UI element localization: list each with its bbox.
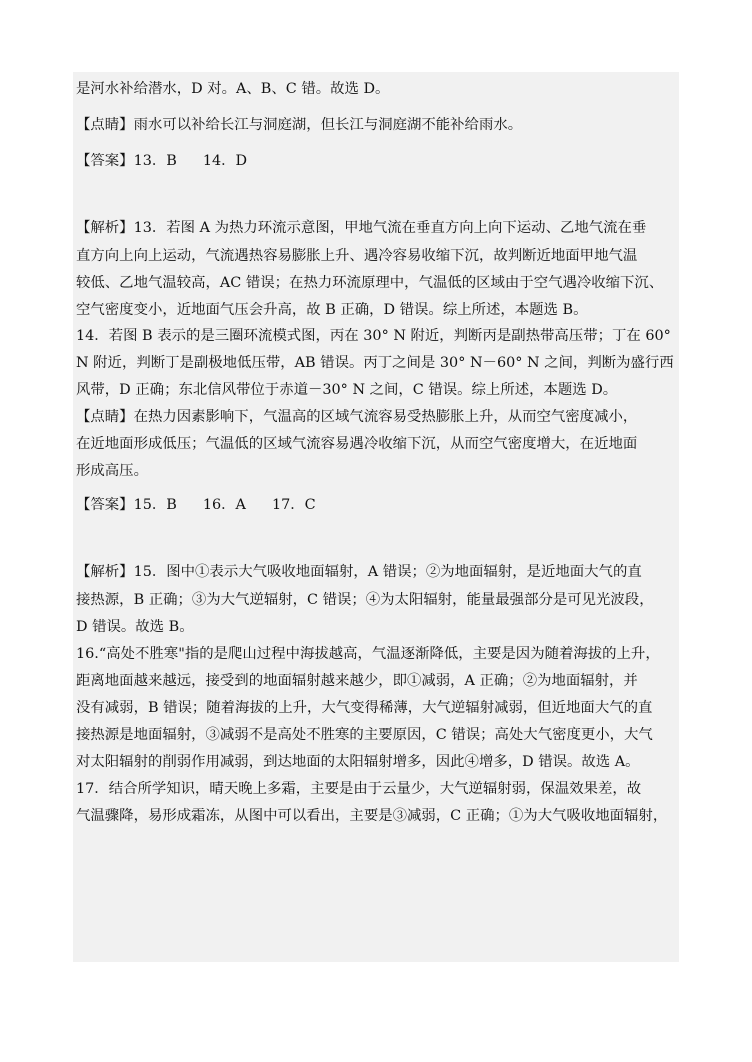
answer-15: 【答案】15．B	[76, 497, 177, 513]
text-line: 接热源，B 正确；③为大气逆辐射，C 错误；④为太阳辐射，能量最强部分是可见光波段，	[76, 592, 654, 608]
answer-16: 16．A	[202, 497, 246, 513]
answer-17: 17．C	[271, 497, 316, 513]
text-line: 距离地面越来越远，接受到的地面辐射越来越少，即①减弱，A 正确；②为地面辐射，并	[76, 673, 638, 689]
text-line: N 附近，判断丁是副极地低压带，AB 错误。丙丁之间是 30° N－60° N 之间，判断为盛行西	[76, 355, 674, 371]
text-line: 形成高压。	[76, 463, 148, 479]
text-line: 直方向上向上运动，气流遇热容易膨胀上升、遇冷容易收缩下沉，故判断近地面甲地气温	[76, 248, 638, 264]
answer-line	[76, 151, 247, 171]
text-line: 是河水补给潜水，D 对。A、B、C 错。故选 D。	[76, 81, 390, 97]
text-line: 较低、乙地气温较高，AC 错误；在热力环流原理中，气温低的区域由于空气遇冷收缩下沉、	[76, 275, 664, 291]
text-line: 14．若图 B 表示的是三圈环流模式图，丙在 30° N 附近，判断丙是副热带高压带；丁在 60°	[76, 328, 671, 344]
text-line: 没有减弱，B 错误；随着海拔的上升，大气变得稀薄，大气逆辐射减弱，但近地面大气的直	[76, 700, 653, 716]
text-line: 空气密度变小，近地面气压会升高，故 B 正确，D 错误。综上所述，本题选 B。	[76, 302, 588, 318]
text-line: 16.“高处不胜寒"指的是爬山过程中海拔越高，气温逐渐降低，主要是因为随着海拔的上升，	[76, 646, 660, 662]
tip-line: 【点睛】雨水可以补给长江与洞庭湖，但长江与洞庭湖不能补给雨水。	[76, 117, 523, 133]
analysis-line: 【解析】13．若图 A 为热力环流示意图，甲地气流在垂直方向上向下运动、乙地气流在垂	[76, 220, 647, 236]
analysis-line: 【解析】15．图中①表示大气吸收地面辐射，A 错误；②为地面辐射，是近地面大气的直	[76, 564, 642, 580]
answer-13: 【答案】13．B	[76, 153, 177, 169]
text-line: 17．结合所学知识，晴天晚上多霜，主要是由于云量少，大气逆辐射弱，保温效果差，故	[76, 781, 642, 797]
text-line: 风带，D 正确；东北信风带位于赤道－30° N 之间，C 错误。综上所述，本题选 D。	[76, 382, 618, 398]
answer-line	[76, 495, 316, 515]
text-line: 气温骤降，易形成霜冻，从图中可以看出，主要是③减弱，C 正确；①为大气吸收地面辐射，	[76, 808, 668, 824]
text-line: 对太阳辐射的削弱作用减弱，到达地面的太阳辐射增多，因此④增多，D 错误。故选 A。	[76, 754, 640, 770]
answer-14: 14．D	[202, 153, 248, 169]
text-line: D 错误。故选 B。	[76, 619, 194, 635]
text-line: 在近地面形成低压；气温低的区域气流容易遇冷收缩下沉，从而空气密度增大，在近地面	[76, 436, 638, 452]
tip-line: 【点睛】在热力因素影响下，气温高的区域气流容易受热膨胀上升，从而空气密度减小，	[76, 409, 638, 425]
text-line: 接热源是地面辐射，③减弱不是高处不胜寒的主要原因，C 错误；高处大气密度更小，大气	[76, 727, 653, 743]
text-block	[73, 72, 679, 962]
